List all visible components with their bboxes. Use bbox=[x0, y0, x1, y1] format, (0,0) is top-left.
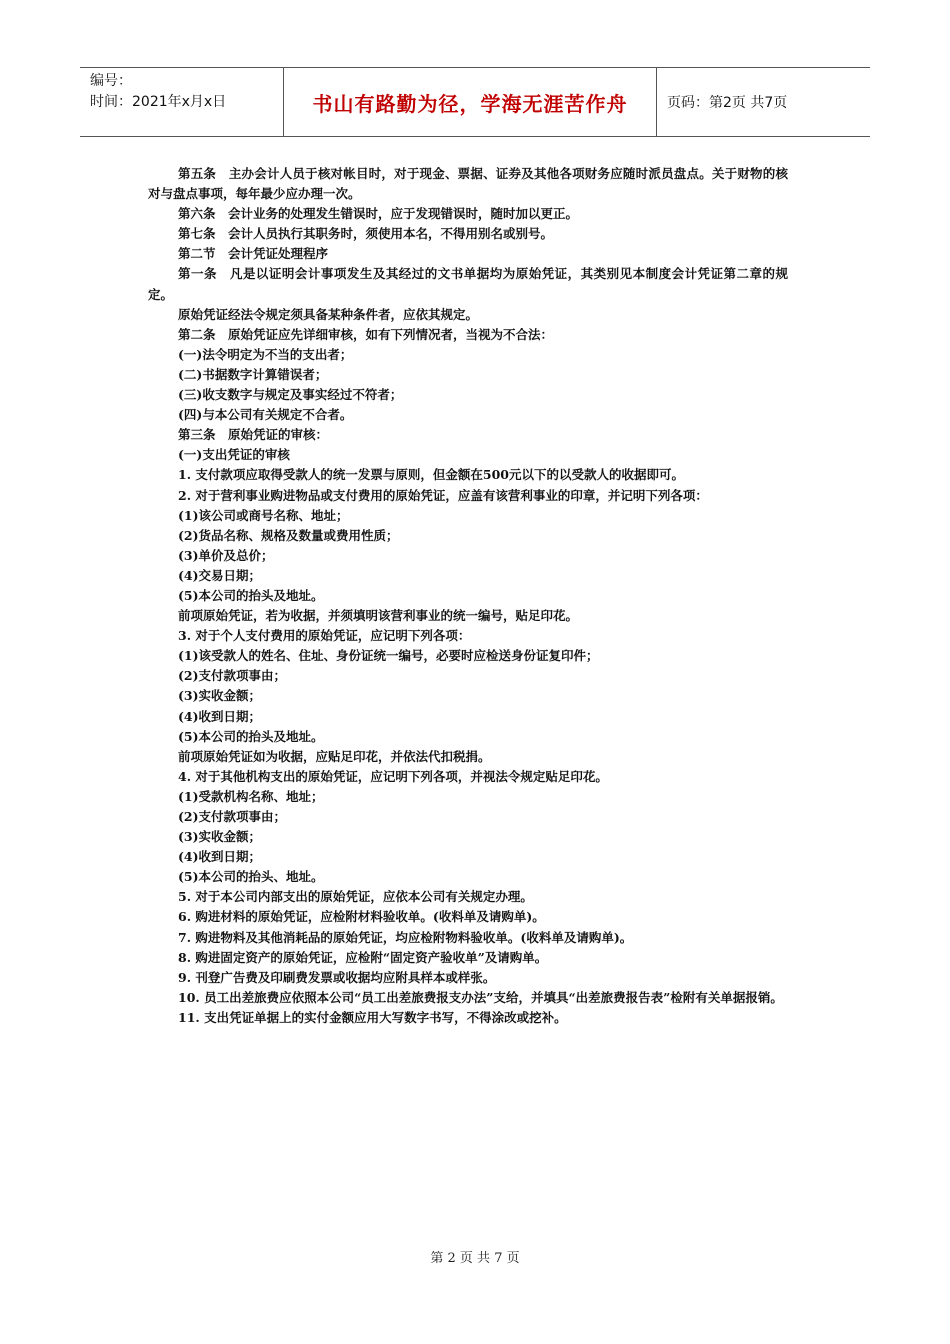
document-time-label: 时间：2021年x月x日 bbox=[90, 94, 227, 110]
text-line: (5)本公司的抬头及地址。 bbox=[178, 587, 324, 603]
text-line: (2)支付款项事由； bbox=[178, 809, 287, 824]
text-line: 前项原始凭证，若为收据，并须填明该营利事业的统一编号，贴足印花。 bbox=[178, 608, 579, 624]
text-line: 第五条 主办会计人员于核对帐目时，对于现金、票据、证券及其他各项财务应随时派员盘点。关于财物的核对与盘点事项，每年最少应办理一次。 bbox=[148, 166, 788, 202]
text-line: (4)收到日期； bbox=[178, 708, 262, 724]
text-line: 第二条 原始凭证应先详细审核，如有下列情况者，当视为不合法： bbox=[178, 326, 554, 342]
text-line: 4. 对于其他机构支出的原始凭证，应记明下列各项，并视法令规定贴足印花。 bbox=[178, 768, 608, 784]
text-line: (一)法令明定为不当的支出者； bbox=[178, 346, 353, 362]
page-footer: 第 2 页 共 7 页 bbox=[430, 1251, 520, 1266]
text-line: (1)该公司或商号名称、地址； bbox=[178, 507, 349, 523]
text-line: 前项原始凭证如为收据，应贴足印花，并依法代扣税捐。 bbox=[178, 748, 491, 764]
text-line: (1)受款机构名称、地址； bbox=[178, 788, 324, 804]
page-header bbox=[80, 67, 870, 137]
text-line: 1. 支付款项应取得受款人的统一发票与原则，但金额在500元以下的以受款人的收据即可。 bbox=[178, 467, 684, 483]
text-line: (5)本公司的抬头及地址。 bbox=[178, 728, 324, 744]
text-line: 11. 支出凭证单据上的实付金额应用大写数字书写，不得涂改或挖补。 bbox=[178, 1009, 567, 1025]
text-line: (二)书据数字计算错误者； bbox=[178, 366, 328, 382]
text-line: (四)与本公司有关规定不合者。 bbox=[178, 407, 353, 423]
text-line: 6. 购进材料的原始凭证，应检附材料验收单。(收料单及请购单)。 bbox=[178, 909, 545, 925]
text-line: (2)货品名称、规格及数量或费用性质； bbox=[178, 527, 399, 543]
text-line: 3. 对于个人支付费用的原始凭证，应记明下列各项： bbox=[178, 628, 471, 644]
text-line: (一)支出凭证的审核 bbox=[178, 447, 290, 463]
text-line: (2)支付款项事由； bbox=[178, 668, 287, 684]
text-line: 7. 购进物料及其他消耗品的原始凭证，均应检附物料验收单。(收料单及请购单)。 bbox=[178, 929, 633, 945]
text-line: 第二节 会计凭证处理程序 bbox=[178, 246, 329, 262]
header-slogan: 书山有路勤为径，学海无涯苦作舟 bbox=[283, 68, 657, 136]
text-line: 第七条 会计人员执行其职务时，须使用本名，不得用别名或别号。 bbox=[178, 226, 554, 242]
text-line: (4)收到日期； bbox=[178, 849, 262, 865]
text-line: 10. 员工出差旅费应依照本公司“员工出差旅费报支办法”支给，并填具“出差旅费报告表”检附有关单据报销。 bbox=[178, 989, 783, 1005]
document-number-label: 编号： bbox=[90, 73, 132, 89]
text-line: (1)该受款人的姓名、住址、身份证统一编号，必要时应检送身份证复印件； bbox=[178, 648, 599, 664]
text-line: 第六条 会计业务的处理发生错误时，应于发现错误时，随时加以更正。 bbox=[178, 206, 579, 222]
text-line: (3)实收金额； bbox=[178, 829, 262, 845]
text-line: (5)本公司的抬头、地址。 bbox=[178, 869, 324, 885]
header-page-number: 页码：第2页 共7页 bbox=[667, 95, 788, 111]
text-line: (3)单价及总价； bbox=[178, 547, 274, 563]
text-line: (4)交易日期； bbox=[178, 567, 262, 583]
text-line: 原始凭证经法令规定须具备某种条件者，应依其规定。 bbox=[178, 306, 479, 322]
header-meta bbox=[80, 68, 283, 136]
text-line: 第一条 凡是以证明会计事项发生及其经过的文书单据均为原始凭证，其类别见本制度会计凭证第二章的规定。 bbox=[148, 266, 788, 302]
text-line: 第三条 原始凭证的审核： bbox=[178, 427, 329, 443]
text-line: 9. 刊登广告费及印刷费发票或收据均应附具样本或样张。 bbox=[178, 969, 496, 985]
text-line: (三)收支数字与规定及事实经过不符者； bbox=[178, 387, 403, 403]
text-line: 8. 购进固定资产的原始凭证，应检附“固定资产验收单”及请购单。 bbox=[178, 949, 548, 965]
text-line: 2. 对于营利事业购进物品或支付费用的原始凭证，应盖有该营利事业的印章，并记明下列各项： bbox=[178, 487, 708, 503]
text-line: (3)实收金额； bbox=[178, 688, 262, 704]
document-body bbox=[148, 164, 788, 1028]
text-line: 5. 对于本公司内部支出的原始凭证，应依本公司有关规定办理。 bbox=[178, 889, 533, 905]
